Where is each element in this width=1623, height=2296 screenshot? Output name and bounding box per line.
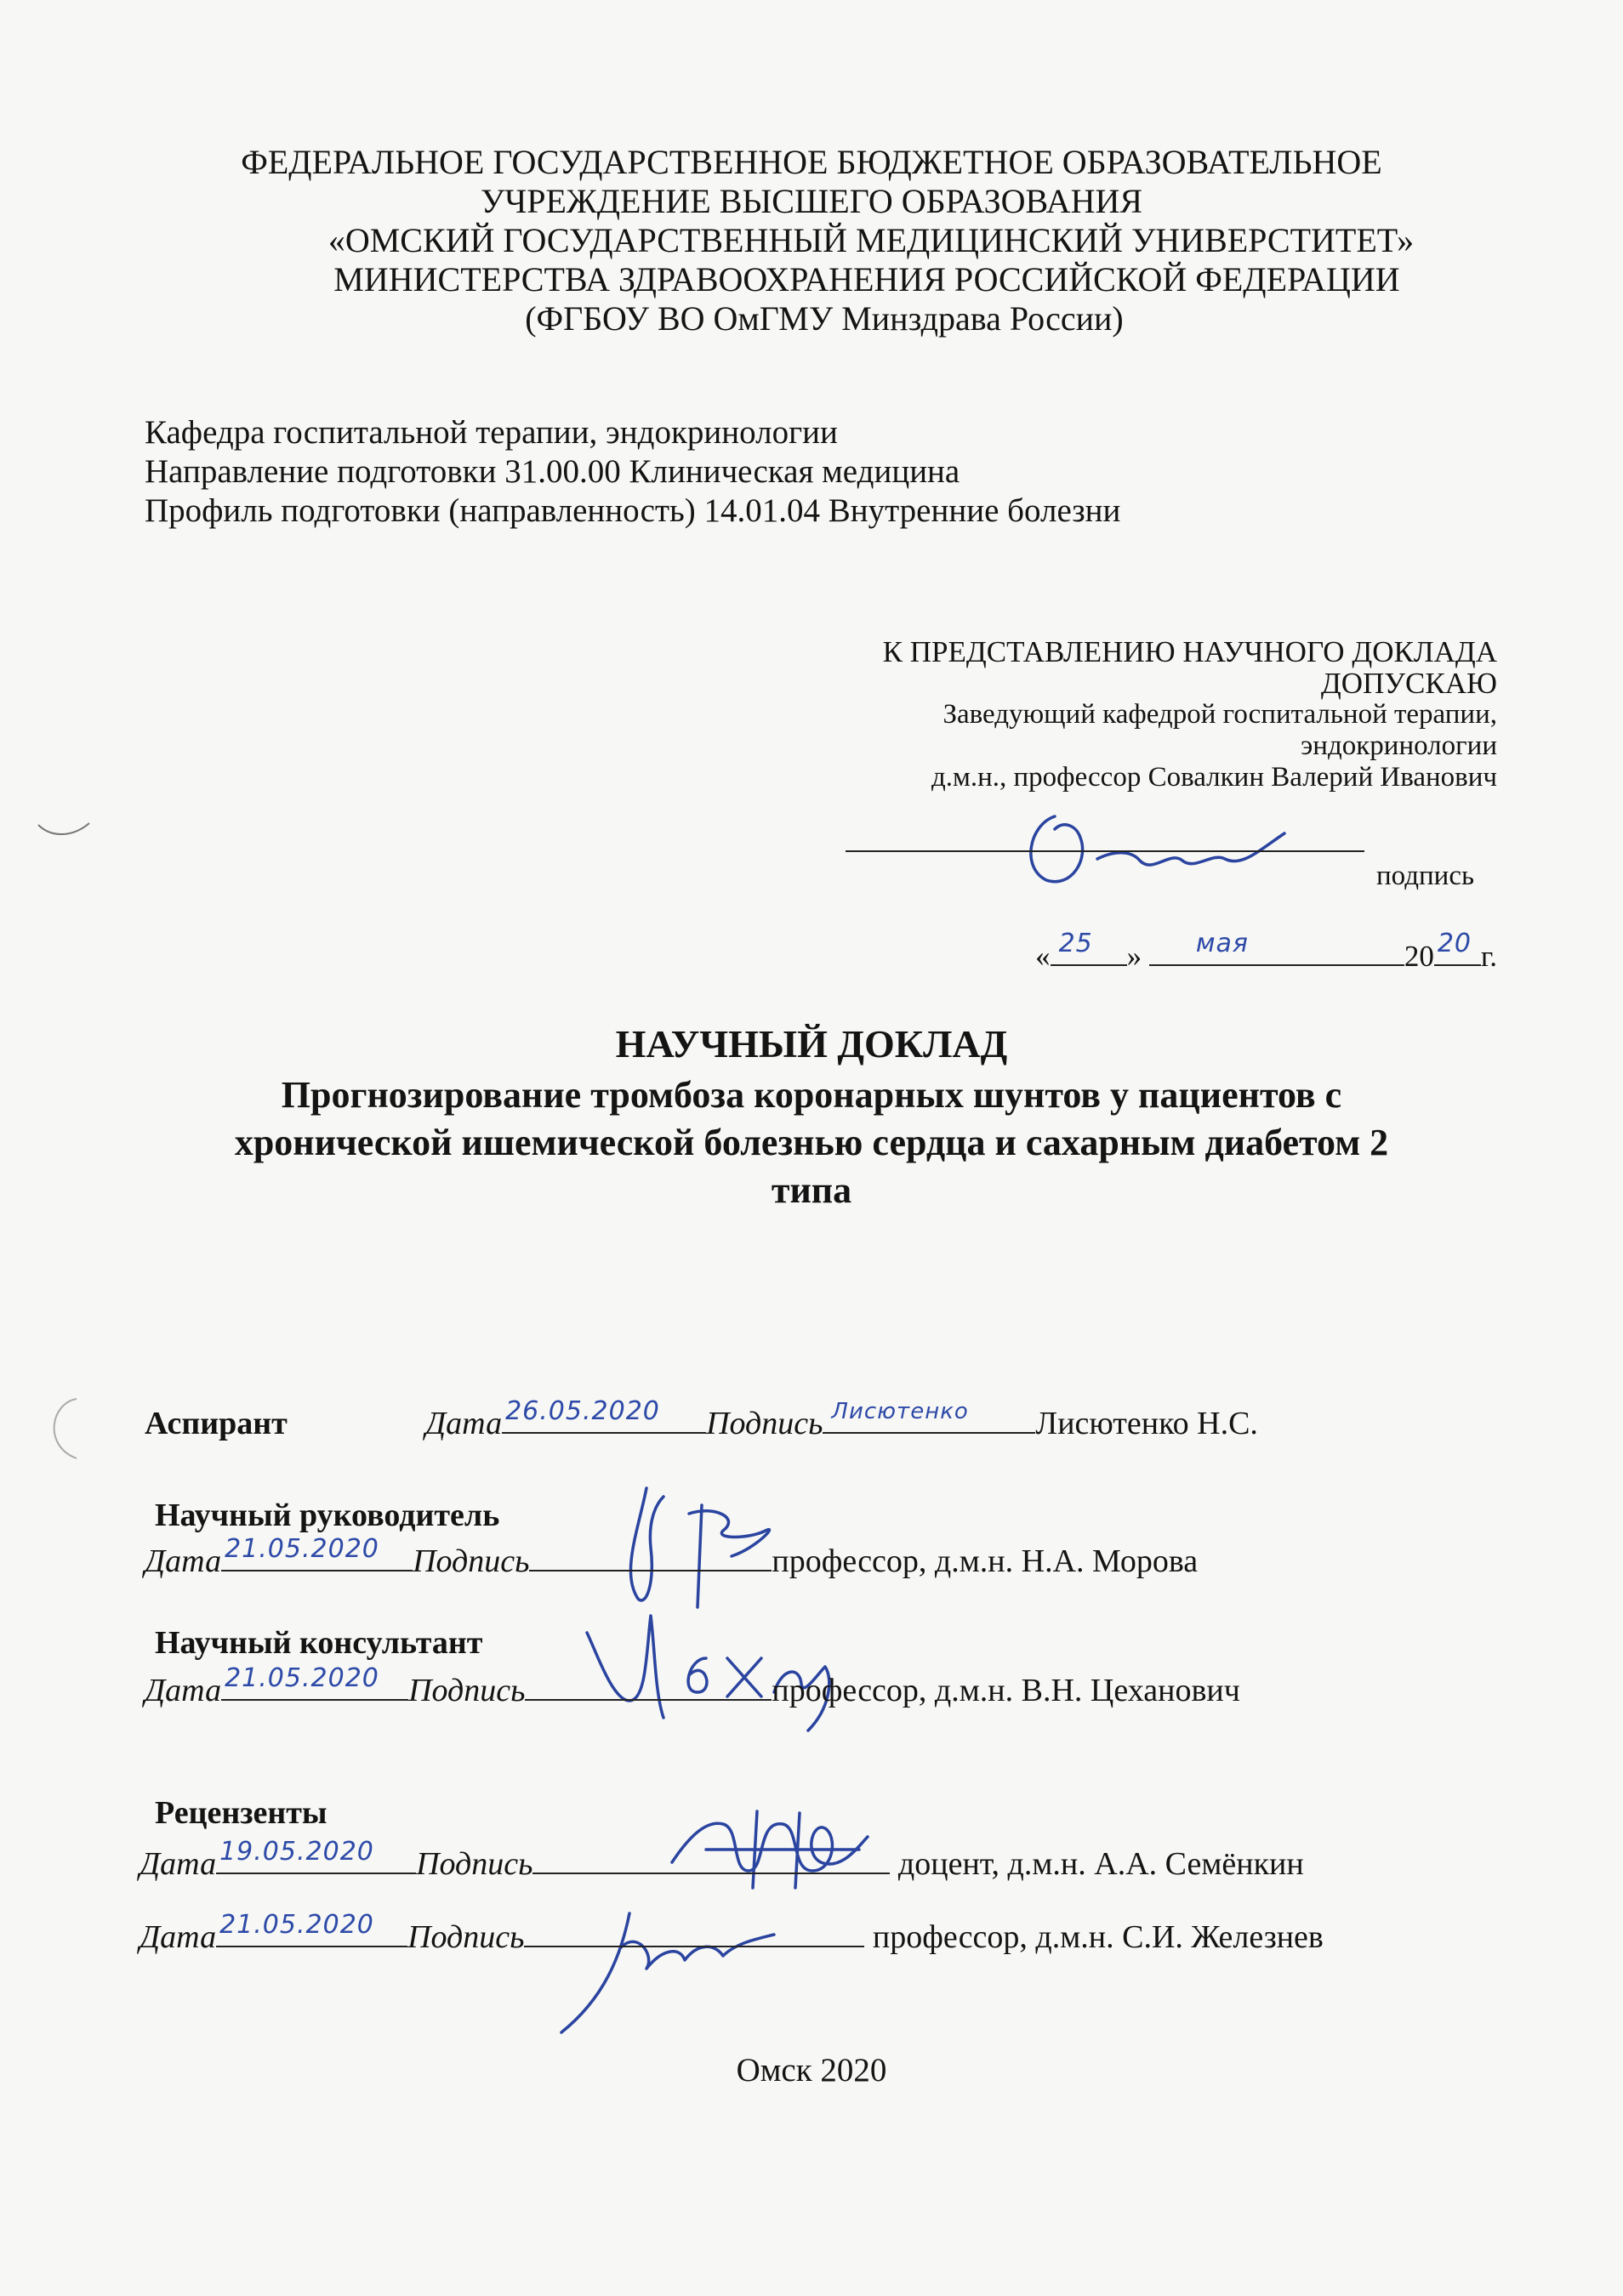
supervisor-signature-label: Подпись — [413, 1543, 530, 1579]
date-year-prefix: 20 — [1404, 940, 1434, 973]
reviewer-2-signature-field — [524, 1915, 864, 1947]
city-year: Омск 2020 — [736, 2052, 887, 2089]
approval-line-4: эндокринологии — [1301, 730, 1497, 761]
consultant-row — [145, 1663, 1240, 1709]
reviewer-2-signature-label: Подпись — [407, 1919, 525, 1955]
aspirant-role: Аспирант — [145, 1406, 288, 1441]
scan-mark-left-1 — [34, 816, 94, 842]
supervisor-signature-field — [529, 1539, 772, 1571]
approval-line-2: ДОПУСКАЮ — [1320, 667, 1497, 700]
head-signature-label: подпись — [1376, 861, 1475, 891]
header-line-4: МИНИСТЕРСТВА ЗДРАВООХРАНЕНИЯ РОССИЙСКОЙ ФЕДЕРАЦИИ — [333, 260, 1400, 298]
supervisor-row — [145, 1534, 1199, 1580]
reviewer-2-date-handwritten: 21.05.2020 — [219, 1910, 374, 1940]
aspirant-date-label: Дата — [425, 1406, 503, 1441]
direction-line: Направление подготовки 31.00.00 Клиническая медицина — [145, 453, 960, 490]
head-signature — [1004, 799, 1310, 910]
header-line-3: «ОМСКИЙ ГОСУДАРСТВЕННЫЙ МЕДИЦИНСКИЙ УНИВЕРСТИТЕТ» — [327, 221, 1415, 259]
date-day-field — [1051, 929, 1127, 966]
consultant-role: Научный консультант — [155, 1625, 483, 1661]
reviewer-1-signature-field — [532, 1842, 890, 1874]
date-month-handwritten: мая — [1195, 929, 1249, 958]
reviewer-2-date-label: Дата — [140, 1919, 217, 1955]
supervisor-date-field — [221, 1534, 413, 1571]
profile-line: Профиль подготовки (направленность) 14.01.04 Внутренние болезни — [145, 492, 1121, 529]
reviewer-1-date-field — [216, 1837, 416, 1874]
supervisor-role: Научный руководитель — [155, 1498, 500, 1533]
head-signature-line — [846, 850, 1364, 852]
report-title — [0, 1071, 1623, 1214]
approval-line-1: К ПРЕДСТАВЛЕНИЮ НАУЧНОГО ДОКЛАДА — [882, 635, 1497, 668]
reviewer-1-row — [140, 1837, 1304, 1883]
institution-header — [0, 143, 1623, 338]
consultant-signature-label: Подпись — [408, 1673, 526, 1708]
aspirant-signature-label: Подпись — [706, 1406, 823, 1441]
supervisor-name: профессор, д.м.н. Н.А. Морова — [772, 1543, 1199, 1579]
report-title-line-3: типа — [771, 1169, 852, 1211]
aspirant-signature-handwritten: Лисютенко — [831, 1399, 969, 1424]
reviewer-1-signature-label: Подпись — [416, 1846, 533, 1882]
approval-block — [883, 636, 1497, 793]
consultant-signature-field — [525, 1668, 772, 1701]
approval-date — [1035, 929, 1497, 975]
supervisor-date-handwritten: 21.05.2020 — [225, 1534, 379, 1564]
reviewer-2-name: профессор, д.м.н. С.И. Железнев — [872, 1919, 1324, 1955]
supervisor-date-label: Дата — [145, 1543, 222, 1579]
consultant-signature — [578, 1599, 851, 1735]
approval-line-5: д.м.н., профессор Совалкин Валерий Иванович — [931, 762, 1497, 793]
reviewer-1-date-handwritten: 19.05.2020 — [219, 1837, 374, 1867]
consultant-date-handwritten: 21.05.2020 — [225, 1663, 379, 1693]
date-year-handwritten: 20 — [1437, 929, 1472, 958]
aspirant-date-handwritten: 26.05.2020 — [505, 1396, 660, 1426]
reviewer-2-date-field — [216, 1910, 407, 1947]
report-title-line-1: Прогнозирование тромбоза коронарных шунтов у пациентов с — [281, 1074, 1342, 1116]
date-quote-open: « — [1035, 940, 1051, 973]
aspirant-row — [145, 1396, 1258, 1442]
department-line: Кафедра госпитальной терапии, эндокринологии — [145, 414, 838, 451]
consultant-date-label: Дата — [145, 1673, 222, 1708]
header-line-5: (ФГБОУ ВО ОмГМУ Минздрава России) — [525, 299, 1124, 338]
program-info — [145, 413, 1120, 531]
header-line-1: ФЕДЕРАЛЬНОЕ ГОСУДАРСТВЕННОЕ БЮДЖЕТНОЕ ОБРАЗОВАТЕЛЬНОЕ — [241, 143, 1382, 181]
aspirant-signature-field — [823, 1401, 1035, 1434]
aspirant-date-field — [502, 1396, 706, 1434]
consultant-name: профессор, д.м.н. В.Н. Цеханович — [772, 1673, 1240, 1708]
report-title-line-2: хронической ишемической болезнью сердца и сахарным диабетом 2 — [234, 1122, 1389, 1163]
reviewer-2-row — [140, 1910, 1324, 1956]
reviewers-heading: Рецензенты — [155, 1795, 327, 1831]
document-type-title: НАУЧНЫЙ ДОКЛАД — [615, 1022, 1008, 1066]
date-quote-close: » — [1126, 940, 1142, 973]
approval-line-3: Заведующий кафедрой госпитальной терапии, — [942, 699, 1497, 730]
header-line-2: УЧРЕЖДЕНИЕ ВЫСШЕГО ОБРАЗОВАНИЯ — [480, 182, 1143, 220]
date-year-end: г. — [1480, 940, 1497, 973]
date-year-field — [1434, 929, 1481, 966]
aspirant-name: Лисютенко Н.С. — [1035, 1406, 1258, 1441]
scan-mark-left-2 — [34, 1395, 85, 1463]
consultant-date-field — [221, 1663, 408, 1701]
reviewer-1-date-label: Дата — [140, 1846, 217, 1882]
date-day-handwritten: 25 — [1058, 929, 1093, 958]
date-month-field — [1149, 929, 1404, 966]
reviewer-1-name: доцент, д.м.н. А.А. Семёнкин — [897, 1846, 1304, 1882]
